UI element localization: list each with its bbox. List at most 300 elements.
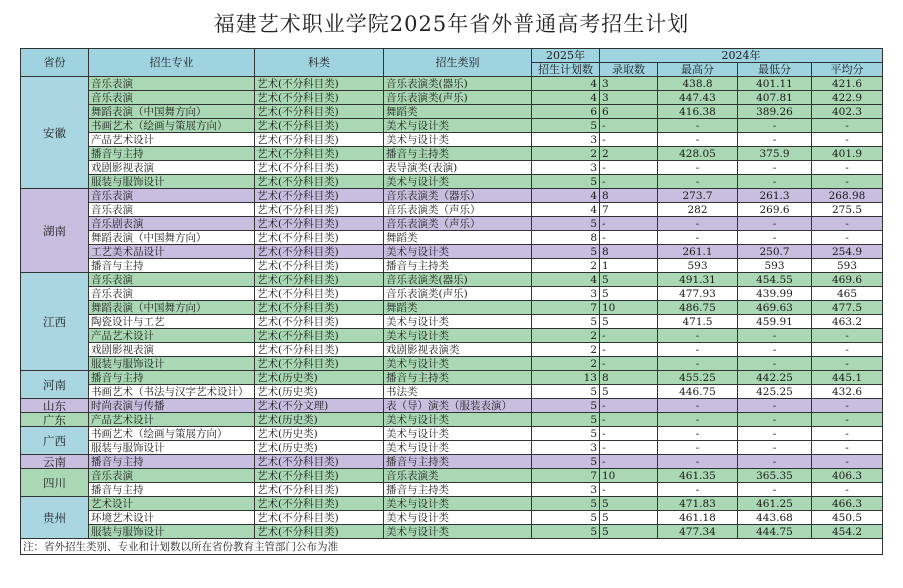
major-cell: 书画艺术（绘画与策展方向）	[89, 427, 255, 441]
table-row	[21, 161, 883, 175]
max-score-cell: 428.05	[658, 147, 738, 161]
table-row	[21, 399, 883, 413]
min-score-cell: 261.3	[738, 189, 812, 203]
table-row	[21, 413, 883, 427]
min-score-cell: 269.6	[738, 203, 812, 217]
max-score-cell: 461.35	[658, 469, 738, 483]
min-score-cell: -	[738, 231, 812, 245]
avg-score-cell: 450.5	[812, 511, 883, 525]
category-cell: 音乐表演类(器乐)	[384, 273, 532, 287]
major-cell: 音乐剧表演	[89, 217, 255, 231]
admitted-cell: 5	[600, 497, 658, 511]
subject-cell: 艺术(不分科目类)	[255, 119, 384, 133]
province-cell: 广西	[21, 427, 89, 455]
subject-cell: 艺术(不分科目类)	[255, 497, 384, 511]
admitted-cell: -	[600, 329, 658, 343]
min-score-cell: 459.91	[738, 315, 812, 329]
category-cell: 音乐表演类（声乐）	[384, 217, 532, 231]
table-row	[21, 343, 883, 357]
category-cell: 戏剧影视表演类	[384, 343, 532, 357]
major-cell: 陶瓷设计与工艺	[89, 315, 255, 329]
subject-cell: 艺术(不分科目类)	[255, 133, 384, 147]
avg-score-cell: -	[812, 413, 883, 427]
table-row	[21, 203, 883, 217]
header-subject: 科类	[255, 49, 384, 77]
admitted-cell: -	[600, 455, 658, 469]
admitted-cell: -	[600, 119, 658, 133]
major-cell: 播音与主持	[89, 259, 255, 273]
min-score-cell: 442.25	[738, 371, 812, 385]
category-cell: 舞蹈类	[384, 301, 532, 315]
subject-cell: 艺术(历史类)	[255, 385, 384, 399]
avg-score-cell: 466.3	[812, 497, 883, 511]
subject-cell: 艺术(不分科目类)	[255, 189, 384, 203]
plan-count-cell: 5	[532, 413, 600, 427]
category-cell: 音乐表演类(声乐)	[384, 287, 532, 301]
min-score-cell: -	[738, 483, 812, 497]
footnote: 注：省外招生类别、专业和计划数以所在省份教育主管部门公布为准	[21, 539, 883, 555]
subject-cell: 艺术(不分科目类)	[255, 259, 384, 273]
province-cell: 河南	[21, 371, 89, 399]
max-score-cell: -	[658, 343, 738, 357]
major-cell: 艺术设计	[89, 497, 255, 511]
major-cell: 戏剧影视表演	[89, 343, 255, 357]
admitted-cell: -	[600, 217, 658, 231]
subject-cell: 艺术(不分科目类)	[255, 77, 384, 91]
major-cell: 音乐表演	[89, 273, 255, 287]
max-score-cell: -	[658, 175, 738, 189]
plan-count-cell: 3	[532, 287, 600, 301]
max-score-cell: -	[658, 427, 738, 441]
major-cell: 舞蹈表演（中国舞方向）	[89, 231, 255, 245]
plan-count-cell: 4	[532, 77, 600, 91]
avg-score-cell: 421.6	[812, 77, 883, 91]
max-score-cell: -	[658, 455, 738, 469]
major-cell: 播音与主持	[89, 371, 255, 385]
major-cell: 音乐表演	[89, 77, 255, 91]
table-row	[21, 105, 883, 119]
admitted-cell: 5	[600, 287, 658, 301]
min-score-cell: -	[738, 441, 812, 455]
major-cell: 服装与服饰设计	[89, 441, 255, 455]
avg-score-cell: 469.6	[812, 273, 883, 287]
table-row	[21, 357, 883, 371]
table-row	[21, 217, 883, 231]
min-score-cell: 439.99	[738, 287, 812, 301]
document-title: 福建艺术职业学院2025年省外普通高考招生计划	[213, 12, 690, 36]
province-cell: 江西	[21, 273, 89, 371]
subject-cell: 艺术(历史类)	[255, 441, 384, 455]
avg-score-cell: -	[812, 343, 883, 357]
min-score-cell: -	[738, 357, 812, 371]
table-row	[21, 119, 883, 133]
avg-score-cell: 432.6	[812, 385, 883, 399]
plan-count-cell: 7	[532, 301, 600, 315]
max-score-cell: 261.1	[658, 245, 738, 259]
max-score-cell: 471.83	[658, 497, 738, 511]
plan-count-cell: 5	[532, 175, 600, 189]
max-score-cell: -	[658, 483, 738, 497]
table-row	[21, 329, 883, 343]
min-score-cell: 454.55	[738, 273, 812, 287]
max-score-cell: -	[658, 399, 738, 413]
category-cell: 播音与主持类	[384, 483, 532, 497]
header-province: 省份	[21, 49, 89, 77]
plan-count-cell: 5	[532, 385, 600, 399]
province-cell: 山东	[21, 399, 89, 413]
subject-cell: 艺术(不分科目类)	[255, 357, 384, 371]
avg-score-cell: -	[812, 483, 883, 497]
admitted-cell: 3	[600, 77, 658, 91]
header-category: 招生类别	[384, 49, 532, 77]
admitted-cell: -	[600, 483, 658, 497]
plan-count-cell: 13	[532, 371, 600, 385]
avg-score-cell: 402.3	[812, 105, 883, 119]
table-row	[21, 525, 883, 539]
admitted-cell: 5	[600, 511, 658, 525]
avg-score-cell: -	[812, 231, 883, 245]
avg-score-cell: -	[812, 441, 883, 455]
plan-count-cell: 4	[532, 189, 600, 203]
min-score-cell: -	[738, 175, 812, 189]
category-cell: 书法类	[384, 385, 532, 399]
min-score-cell: -	[738, 161, 812, 175]
min-score-cell: 401.11	[738, 77, 812, 91]
plan-count-cell: 5	[532, 427, 600, 441]
avg-score-cell: 401.9	[812, 147, 883, 161]
max-score-cell: -	[658, 133, 738, 147]
avg-score-cell: 445.1	[812, 371, 883, 385]
subject-cell: 艺术(不分科目类)	[255, 483, 384, 497]
avg-score-cell: -	[812, 455, 883, 469]
admitted-cell: -	[600, 441, 658, 455]
category-cell: 表（导）演类（服装表演）	[384, 399, 532, 413]
table-row	[21, 301, 883, 315]
plan-count-cell: 3	[532, 133, 600, 147]
table-body	[21, 77, 883, 539]
admitted-cell: 10	[600, 301, 658, 315]
subject-cell: 艺术(不分科目类)	[255, 91, 384, 105]
subject-cell: 艺术(不分科目类)	[255, 343, 384, 357]
category-cell: 音乐表演类	[384, 469, 532, 483]
avg-score-cell: -	[812, 357, 883, 371]
category-cell: 播音与主持类	[384, 455, 532, 469]
max-score-cell: 273.7	[658, 189, 738, 203]
max-score-cell: 486.75	[658, 301, 738, 315]
major-cell: 播音与主持	[89, 483, 255, 497]
category-cell: 美术与设计类	[384, 175, 532, 189]
min-score-cell: 444.75	[738, 525, 812, 539]
min-score-cell: 593	[738, 259, 812, 273]
category-cell: 美术与设计类	[384, 329, 532, 343]
plan-count-cell: 5	[532, 245, 600, 259]
max-score-cell: -	[658, 441, 738, 455]
plan-count-cell: 5	[532, 455, 600, 469]
admitted-cell: 5	[600, 525, 658, 539]
table-row	[21, 441, 883, 455]
subject-cell: 艺术(不分科目类)	[255, 511, 384, 525]
category-cell: 音乐表演类(声乐)	[384, 91, 532, 105]
table-row	[21, 189, 883, 203]
plan-count-cell: 6	[532, 105, 600, 119]
admitted-cell: -	[600, 357, 658, 371]
admitted-cell: 1	[600, 259, 658, 273]
province-cell: 安徽	[21, 77, 89, 189]
category-cell: 舞蹈类	[384, 105, 532, 119]
subject-cell: 艺术(不分科目类)	[255, 217, 384, 231]
min-score-cell: -	[738, 455, 812, 469]
category-cell: 音乐表演类（声乐）	[384, 203, 532, 217]
plan-count-cell: 2	[532, 259, 600, 273]
table-row	[21, 427, 883, 441]
max-score-cell: 461.18	[658, 511, 738, 525]
plan-count-cell: 4	[532, 273, 600, 287]
category-cell: 播音与主持类	[384, 371, 532, 385]
max-score-cell: 416.38	[658, 105, 738, 119]
plan-count-cell: 4	[532, 203, 600, 217]
subject-cell: 艺术(不分科目类)	[255, 175, 384, 189]
max-score-cell: 593	[658, 259, 738, 273]
subject-cell: 艺术(不分科目类)	[255, 147, 384, 161]
category-cell: 美术与设计类	[384, 413, 532, 427]
admitted-cell: -	[600, 161, 658, 175]
min-score-cell: -	[738, 399, 812, 413]
avg-score-cell: 422.9	[812, 91, 883, 105]
min-score-cell: 407.81	[738, 91, 812, 105]
avg-score-cell: -	[812, 161, 883, 175]
max-score-cell: -	[658, 329, 738, 343]
min-score-cell: 443.68	[738, 511, 812, 525]
plan-count-cell: 2	[532, 147, 600, 161]
plan-count-cell: 2	[532, 357, 600, 371]
table-row	[21, 147, 883, 161]
major-cell: 产品艺术设计	[89, 413, 255, 427]
max-score-cell: -	[658, 413, 738, 427]
enrollment-plan-table	[20, 48, 883, 555]
table-row	[21, 371, 883, 385]
major-cell: 音乐表演	[89, 203, 255, 217]
avg-score-cell: 477.5	[812, 301, 883, 315]
major-cell: 舞蹈表演（中国舞方向）	[89, 301, 255, 315]
plan-count-cell: 5	[532, 119, 600, 133]
max-score-cell: 446.75	[658, 385, 738, 399]
avg-score-cell: -	[812, 133, 883, 147]
plan-count-cell: 3	[532, 483, 600, 497]
category-cell: 美术与设计类	[384, 427, 532, 441]
header-min-score: 最低分	[738, 63, 812, 77]
category-cell: 美术与设计类	[384, 245, 532, 259]
subject-cell: 艺术(不分文理)	[255, 399, 384, 413]
plan-count-cell: 4	[532, 91, 600, 105]
plan-count-cell: 5	[532, 399, 600, 413]
max-score-cell: 447.43	[658, 91, 738, 105]
category-cell: 美术与设计类	[384, 497, 532, 511]
subject-cell: 艺术(不分科目类)	[255, 329, 384, 343]
avg-score-cell: -	[812, 399, 883, 413]
major-cell: 工艺美术品设计	[89, 245, 255, 259]
category-cell: 美术与设计类	[384, 357, 532, 371]
major-cell: 音乐表演	[89, 91, 255, 105]
admitted-cell: 7	[600, 203, 658, 217]
category-cell: 美术与设计类	[384, 315, 532, 329]
header-max-score: 最高分	[658, 63, 738, 77]
min-score-cell: 250.7	[738, 245, 812, 259]
major-cell: 书画艺术（书法与汉字艺术设计）	[89, 385, 255, 399]
admitted-cell: 3	[600, 91, 658, 105]
admitted-cell: 5	[600, 315, 658, 329]
major-cell: 产品艺术设计	[89, 329, 255, 343]
subject-cell: 艺术(不分科目类)	[255, 245, 384, 259]
plan-count-cell: 5	[532, 525, 600, 539]
subject-cell: 艺术(历史类)	[255, 413, 384, 427]
avg-score-cell: 268.98	[812, 189, 883, 203]
subject-cell: 艺术(不分科目类)	[255, 315, 384, 329]
table-row	[21, 259, 883, 273]
table-row	[21, 133, 883, 147]
table-row	[21, 231, 883, 245]
plan-count-cell: 8	[532, 231, 600, 245]
avg-score-cell: 593	[812, 259, 883, 273]
subject-cell: 艺术(不分科目类)	[255, 203, 384, 217]
category-cell: 美术与设计类	[384, 441, 532, 455]
subject-cell: 艺术(不分科目类)	[255, 469, 384, 483]
category-cell: 音乐表演类(器乐)	[384, 77, 532, 91]
table-row	[21, 287, 883, 301]
major-cell: 服装与服饰设计	[89, 357, 255, 371]
admitted-cell: -	[600, 343, 658, 357]
admitted-cell: -	[600, 175, 658, 189]
avg-score-cell: 275.5	[812, 203, 883, 217]
admitted-cell: 8	[600, 245, 658, 259]
min-score-cell: 375.9	[738, 147, 812, 161]
plan-count-cell: 5	[532, 315, 600, 329]
max-score-cell: -	[658, 217, 738, 231]
min-score-cell: -	[738, 329, 812, 343]
admitted-cell: -	[600, 399, 658, 413]
subject-cell: 艺术(不分科目类)	[255, 287, 384, 301]
avg-score-cell: -	[812, 427, 883, 441]
table-row	[21, 483, 883, 497]
admitted-cell: 8	[600, 371, 658, 385]
category-cell: 播音与主持类	[384, 259, 532, 273]
min-score-cell: -	[738, 343, 812, 357]
header-major: 招生专业	[89, 49, 255, 77]
table-row	[21, 497, 883, 511]
province-cell: 四川	[21, 469, 89, 497]
subject-cell: 艺术(不分科目类)	[255, 231, 384, 245]
province-cell: 云南	[21, 455, 89, 469]
avg-score-cell: 406.3	[812, 469, 883, 483]
major-cell: 书画艺术（绘画与策展方向）	[89, 119, 255, 133]
plan-count-cell: 5	[532, 217, 600, 231]
table-row	[21, 511, 883, 525]
major-cell: 环境艺术设计	[89, 511, 255, 525]
major-cell: 时尚表演与传播	[89, 399, 255, 413]
max-score-cell: -	[658, 231, 738, 245]
max-score-cell: -	[658, 357, 738, 371]
category-cell: 音乐表演类（器乐）	[384, 189, 532, 203]
table-row	[21, 315, 883, 329]
min-score-cell: -	[738, 413, 812, 427]
header-year-2024: 2024年	[600, 49, 883, 63]
table-row	[21, 455, 883, 469]
category-cell: 播音与主持类	[384, 147, 532, 161]
admitted-cell: 2	[600, 147, 658, 161]
max-score-cell: 477.93	[658, 287, 738, 301]
subject-cell: 艺术(不分科目类)	[255, 105, 384, 119]
min-score-cell: 365.35	[738, 469, 812, 483]
table-row	[21, 245, 883, 259]
plan-count-cell: 7	[532, 469, 600, 483]
min-score-cell: -	[738, 217, 812, 231]
plan-count-cell: 5	[532, 511, 600, 525]
min-score-cell: -	[738, 133, 812, 147]
category-cell: 美术与设计类	[384, 511, 532, 525]
avg-score-cell: -	[812, 217, 883, 231]
avg-score-cell: 254.9	[812, 245, 883, 259]
major-cell: 音乐表演	[89, 189, 255, 203]
max-score-cell: 282	[658, 203, 738, 217]
plan-count-cell: 3	[532, 441, 600, 455]
max-score-cell: 477.34	[658, 525, 738, 539]
subject-cell: 艺术(不分科目类)	[255, 455, 384, 469]
header-avg-score: 平均分	[812, 63, 883, 77]
subject-cell: 艺术(不分科目类)	[255, 301, 384, 315]
max-score-cell: -	[658, 161, 738, 175]
subject-cell: 艺术(历史类)	[255, 427, 384, 441]
category-cell: 美术与设计类	[384, 133, 532, 147]
admitted-cell: 5	[600, 273, 658, 287]
table-row	[21, 273, 883, 287]
admitted-cell: -	[600, 231, 658, 245]
table-row	[21, 469, 883, 483]
max-score-cell: 471.5	[658, 315, 738, 329]
category-cell: 美术与设计类	[384, 119, 532, 133]
min-score-cell: -	[738, 119, 812, 133]
subject-cell: 艺术(不分科目类)	[255, 525, 384, 539]
avg-score-cell: 454.2	[812, 525, 883, 539]
avg-score-cell: 465	[812, 287, 883, 301]
major-cell: 产品艺术设计	[89, 133, 255, 147]
admitted-cell: 5	[600, 385, 658, 399]
major-cell: 服装与服饰设计	[89, 175, 255, 189]
category-cell: 舞蹈类	[384, 231, 532, 245]
category-cell: 表导演类(表演)	[384, 161, 532, 175]
max-score-cell: 491.31	[658, 273, 738, 287]
major-cell: 服装与服饰设计	[89, 525, 255, 539]
major-cell: 播音与主持	[89, 147, 255, 161]
min-score-cell: 461.25	[738, 497, 812, 511]
min-score-cell: 425.25	[738, 385, 812, 399]
max-score-cell: -	[658, 119, 738, 133]
subject-cell: 艺术(历史类)	[255, 371, 384, 385]
avg-score-cell: 463.2	[812, 315, 883, 329]
header-plan-count: 招生计划数	[532, 63, 600, 77]
min-score-cell: -	[738, 427, 812, 441]
admitted-cell: 6	[600, 105, 658, 119]
avg-score-cell: -	[812, 175, 883, 189]
province-cell: 湖南	[21, 189, 89, 273]
province-cell: 广东	[21, 413, 89, 427]
major-cell: 音乐表演	[89, 287, 255, 301]
major-cell: 舞蹈表演（中国舞方向）	[89, 105, 255, 119]
table-row	[21, 77, 883, 91]
table-row	[21, 91, 883, 105]
subject-cell: 艺术(不分科目类)	[255, 273, 384, 287]
admitted-cell: 8	[600, 189, 658, 203]
table-row	[21, 175, 883, 189]
plan-count-cell: 2	[532, 329, 600, 343]
